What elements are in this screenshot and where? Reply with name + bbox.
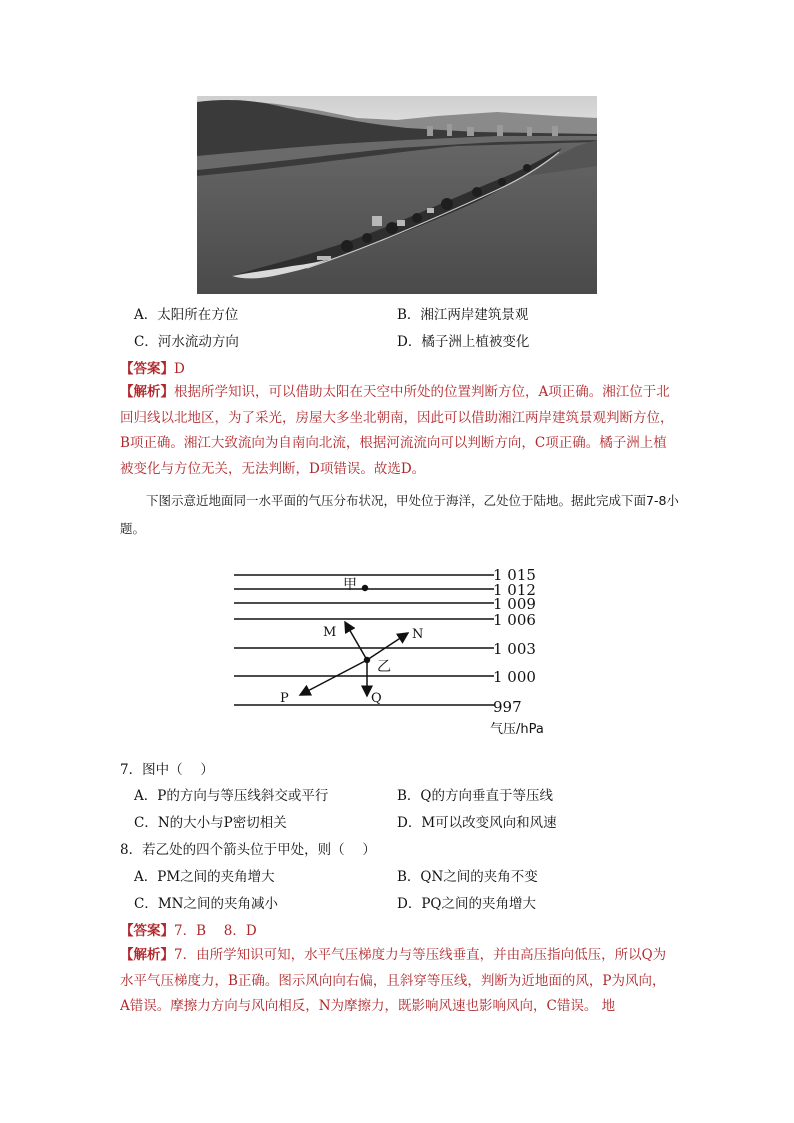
isobar-diagram [200, 558, 600, 748]
isobar-label-1003: 1 003 [493, 640, 536, 658]
q8-stem: 8．若乙处的四个箭头位于甲处，则（ ） [120, 842, 376, 858]
analysis-paragraph-1 [120, 380, 675, 482]
q6-option-a: A．太阳所在方位 [134, 307, 239, 323]
juzizhou-island-photo [197, 96, 597, 294]
q7-stem: 7．图中（ ） [120, 762, 214, 778]
q6-option-c: C．河水流动方向 [134, 334, 239, 350]
point-yi-dot [364, 657, 370, 663]
answer-line-2 [120, 919, 257, 939]
isobar-label-1015: 1 015 [493, 566, 536, 584]
arrow-m [345, 622, 367, 660]
q7-option-c: C．N的大小与P密切相关 [134, 815, 287, 831]
isobar-lines [234, 575, 494, 705]
arrow-q-label: Q [371, 691, 382, 706]
answer-line-1 [120, 357, 185, 377]
q8-option-b: B．QN之间的夹角不变 [397, 869, 538, 885]
isobar-label-1000: 1 000 [493, 668, 536, 686]
point-jia-dot [362, 585, 368, 591]
q6-option-b: B．湘江两岸建筑景观 [397, 307, 529, 323]
q6-option-d: D．橘子洲上植被变化 [397, 334, 530, 350]
point-yi-label: 乙 [377, 659, 391, 675]
q7-option-b: B．Q的方向垂直于等压线 [397, 788, 553, 804]
q8-option-a: A．PM之间的夹角增大 [134, 869, 275, 885]
arrow-m-label: M [323, 625, 337, 640]
force-arrows [300, 622, 408, 696]
isobar-label-997: 997 [493, 698, 522, 716]
isobar-label-1006: 1 006 [493, 611, 536, 629]
q8-option-d: D．PQ之间的夹角增大 [397, 896, 536, 912]
arrow-p [300, 660, 367, 695]
answer-value: 7．B 8．D [174, 923, 257, 939]
point-jia-label: 甲 [343, 577, 357, 593]
answer-value: D [174, 361, 185, 377]
q7-option-a: A．P的方向与等压线斜交或平行 [134, 788, 329, 804]
analysis-label: 【解析】 [120, 947, 174, 963]
arrow-p-label: P [280, 691, 289, 706]
q8-option-c: C．MN之间的夹角减小 [134, 896, 278, 912]
arrow-n-label: N [412, 627, 424, 642]
answer-label: 【答案】 [120, 923, 174, 939]
isobar-label-1012: 1 012 [493, 581, 536, 599]
analysis-text: 根据所学知识，可以借助太阳在天空中所处的位置判断方位，A项正确。湘江位于北回归线以北地区，为了采光，房屋大多坐北朝南，因此可以借助湘江两岸建筑景观判断方位，B项正确。湘江大致流向为自南向北流，根据河流流向可以判断方向，C项正确。橘子洲上植被变化与方位无关，无法判断，D项错误。故选D。 [120, 384, 674, 477]
analysis-text: 7．由所学知识可知，水平气压梯度力与等压线垂直，并由高压指向低压，所以Q为水平气压梯度力，B正确。图示风向向右偏，且斜穿等压线，判断为近地面的风，P为风向，A错误。摩擦力方向与风向相反，N为摩擦力，既影响风速也影响风向，C错误。 地 [120, 947, 667, 1014]
arrow-n [367, 633, 408, 660]
isobar-label-1009: 1 009 [493, 595, 536, 613]
intro-paragraph: 下图示意近地面同一水平面的气压分布状况，甲处位于海洋，乙处位于陆地。据此完成下面7-8小题。 [120, 493, 679, 536]
pressure-unit-label: 气压/hPa [490, 722, 544, 737]
answer-label: 【答案】 [120, 361, 174, 377]
q7-option-d: D．M可以改变风向和风速 [397, 815, 557, 831]
analysis-label: 【解析】 [120, 384, 174, 400]
analysis-paragraph-2 [120, 943, 675, 1020]
